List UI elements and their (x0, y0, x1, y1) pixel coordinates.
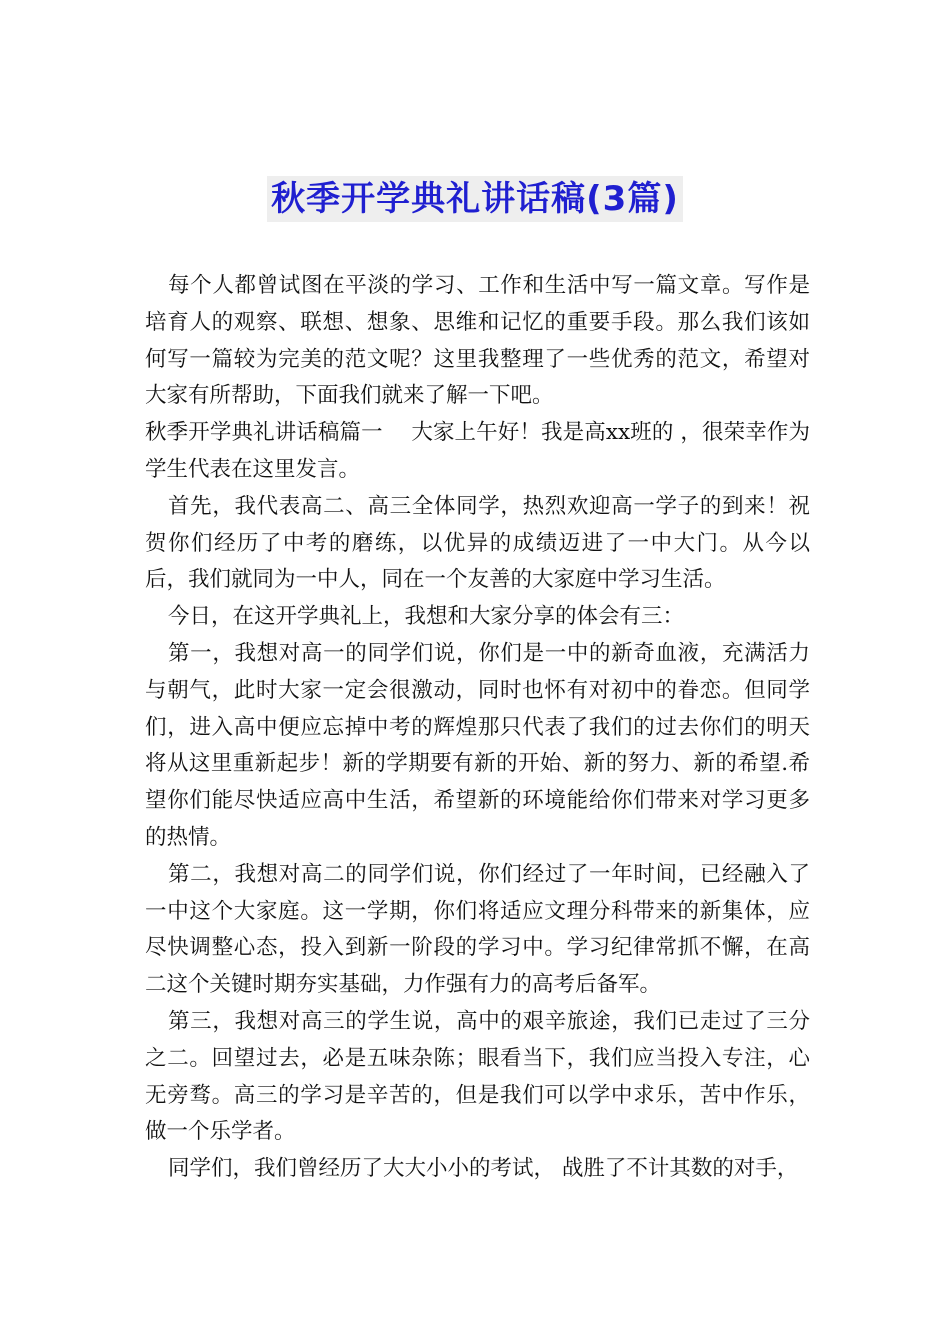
closing-paragraph: 同学们，我们曾经历了大大小小的考试， 战胜了不计其数的对手， (168, 1156, 799, 1182)
intro-paragraph: 每个人都曾试图在平淡的学习、工作和生活中写一篇文章。写作是培育人的观察、联想、想象、思维和记忆的重要手段。那么我们该如何写一篇较为完美的范文呢？这里我整理了一些优秀的范文，希望对大家有所帮助，下面我们就来了解一下吧。 (145, 273, 810, 409)
third-point-paragraph: 第三，我想对高三的学生说，高中的艰辛旅途，我们已走过了三分之二。回望过去，必是五味杂陈；眼看当下，我们应当投入专注，心无旁骛。高三的学习是辛苦的，但是我们可以学中求乐，苦中作乐，做一个乐学者。 (145, 1008, 810, 1145)
document-title: 秋季开学典礼讲话稿(3篇) (267, 176, 683, 222)
second-point-paragraph: 第二，我想对高二的同学们说，你们经过了一年时间，已经融入了一中这个大家庭。这一学期，你们将适应文理分科带来的新集体，应尽快调整心态，投入到新一阶段的学习中。学习纪律常抓不懈，在高二这个关键时期夯实基础，力作强有力的高考后备军。 (145, 861, 810, 998)
document-body (145, 268, 810, 1188)
title-container (0, 176, 950, 222)
speech-opening-paragraph: 秋季开学典礼讲话稿篇一 大家上午好！我是高xx班的 ，很荣幸作为学生代表在这里发言。 (145, 420, 810, 482)
welcome-paragraph: 首先，我代表高二、高三全体同学，热烈欢迎高一学子的到来！祝贺你们经历了中考的磨练，以优异的成绩迈进了一中大门。从今以后，我们就同为一中人，同在一个友善的大家庭中学习生活。 (145, 493, 810, 593)
sharing-paragraph: 今日，在这开学典礼上，我想和大家分享的体会有三： (168, 604, 685, 630)
first-point-paragraph: 第一，我想对高一的同学们说，你们是一中的新奇血液，充满活力与朝气，此时大家一定会很激动，同时也怀有对初中的眷恋。但同学们，进入高中便应忘掉中考的辉煌那只代表了我们的过去你们的明天将从这里重新起步！新的学期要有新的开始、新的努力、新的希望.希望你们能尽快适应高中生活，希望新的环境能给你们带来对学习更多的热情。 (145, 640, 810, 850)
